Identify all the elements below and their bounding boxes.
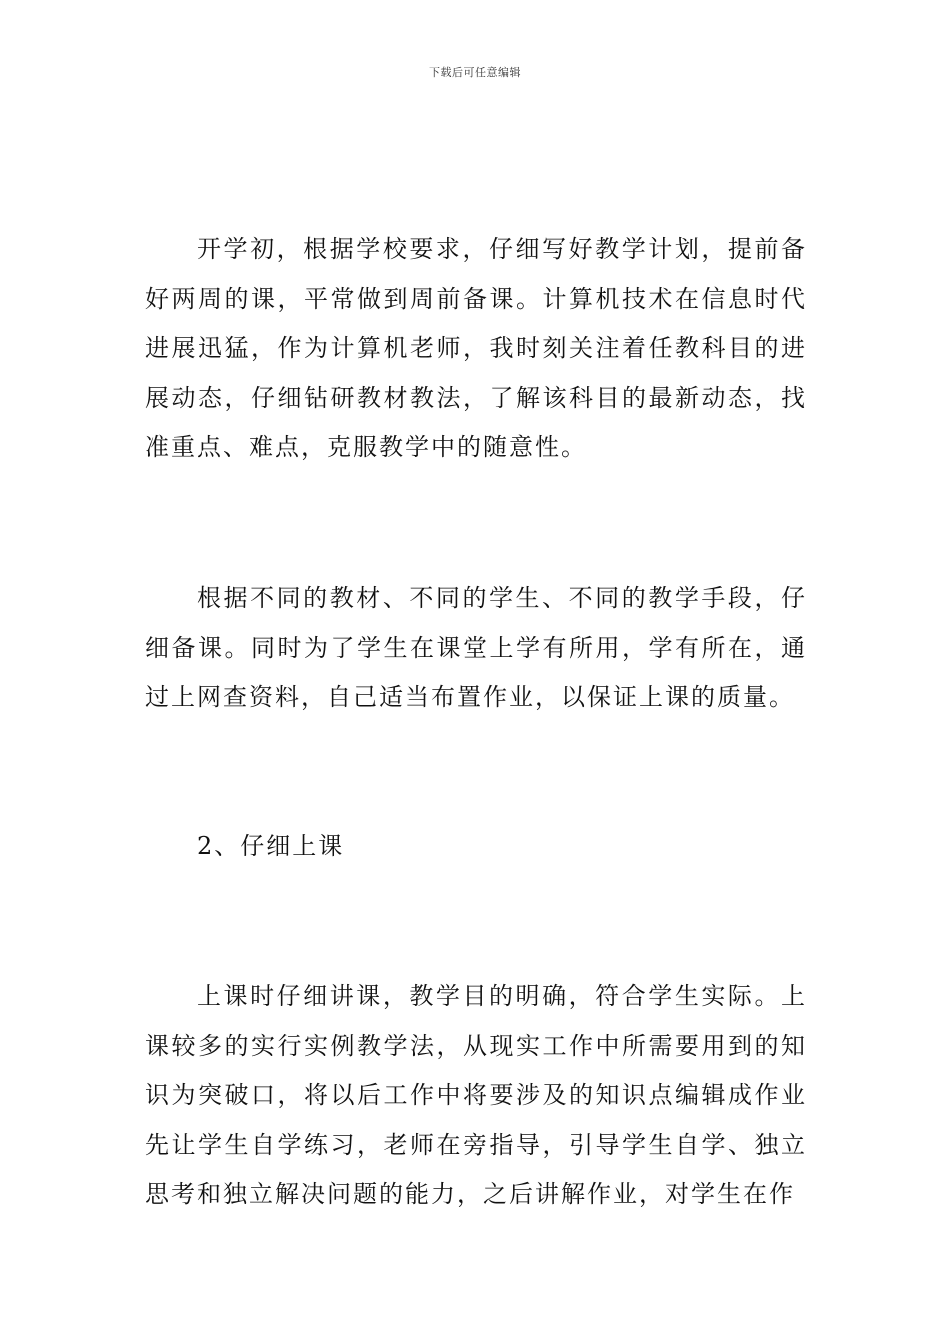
paragraph-lesson-planning: 开学初，根据学校要求，仔细写好教学计划，提前备好两周的课，平常做到周前备课。计算机技术在信息时代进展迅猛，作为计算机老师，我时刻关注着任教科目的进展动态，仔细钻研教材教法，了解该科目的最新动态，找准重点、难点，克服教学中的随意性。 (145, 235, 807, 461)
paragraph-teaching-method: 上课时仔细讲课，教学目的明确，符合学生实际。上课较多的实行实例教学法，从现实工作中所需要用到的知识为突破口，将以后工作中将要涉及的知识点编辑成作业先让学生自学练习，老师在旁指导，引导学生自学、独立思考和独立解决问题的能力，之后讲解作业，对学生在作 (145, 982, 807, 1208)
page-header-note: 下载后可任意编辑 (429, 66, 521, 79)
paragraph-lesson-preparation: 根据不同的教材、不同的学生、不同的教学手段，仔细备课。同时为了学生在课堂上学有所用，学有所在，通过上网查资料，自己适当布置作业，以保证上课的质量。 (145, 584, 807, 711)
section-heading-careful-teaching: 2、仔细上课 (197, 832, 345, 860)
